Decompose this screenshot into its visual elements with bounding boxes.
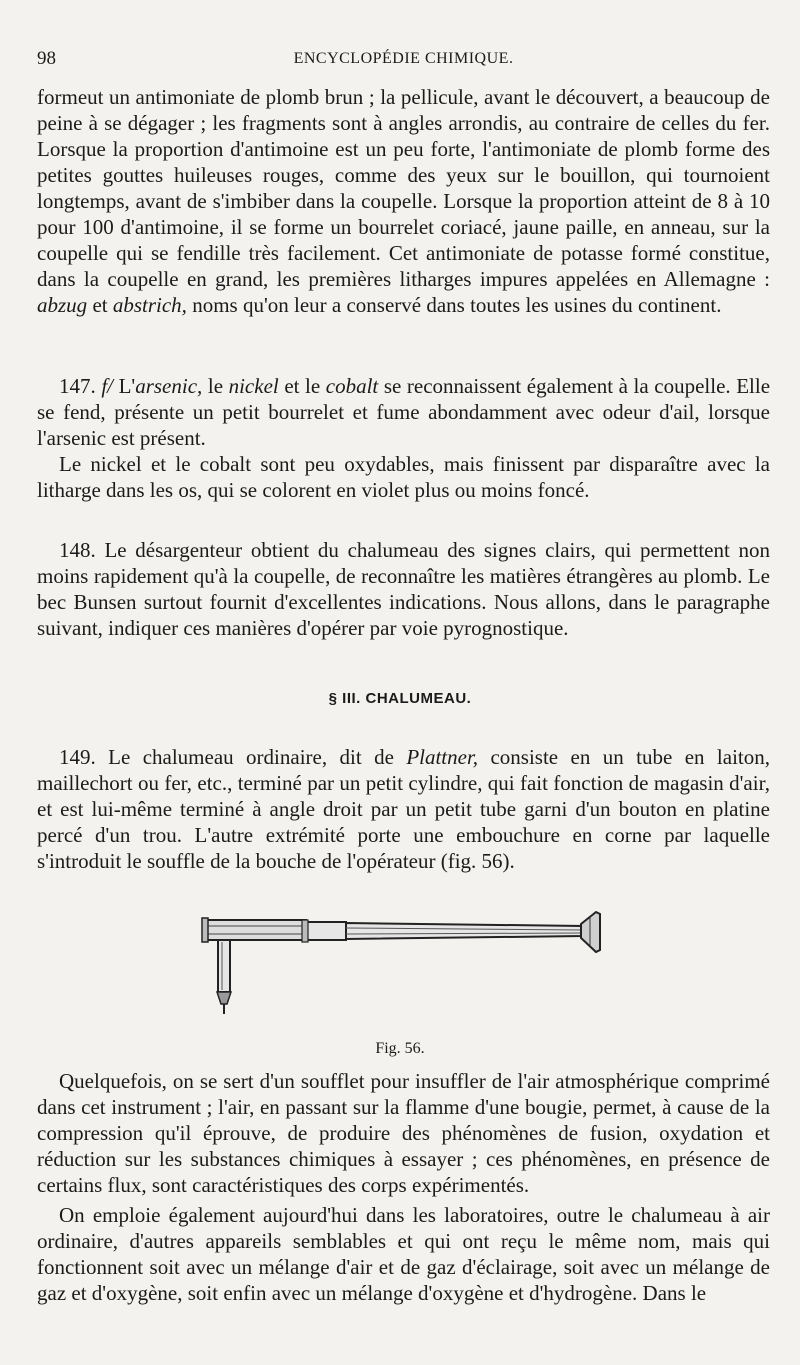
section-title: § III. CHALUMEAU. [328,690,472,707]
paragraph-laboratoires [37,1202,770,1306]
term-plattner: Plattner, [406,745,479,769]
blowpipe-illustration [198,908,608,1018]
paragraph-antimony: formeut un antimoniate de plomb brun ; la pellicule, avant le découvert, a beaucoup de peine à se dégager ; les fragments sont à angles arrondis, au contraire de celles du fer. Lorsque la proportion d'antimoine est un peu forte, l'antimoniate de plomb forme des petites gouttes huileuses rouges, comme des yeux sur le bouillon, qui tournoient longtemps, avant de s'imbiber dans la coupelle. Lorsque la proportion atteint de 8 à 10 pour 100 d'antimoine, il se forme un bourrelet coriacé, jaune paille, en anneau, sur la coupelle qui se fendille très facilement. Cet antimoniate de potasse formé constitue, dans la coupelle en grand, les premières litharges impures appelées en Allemagne : abzug et abstrich, noms qu'on leur a conservé dans toutes les usines du continent. [37,85,770,317]
paragraph-147-continued: Le nickel et le cobalt sont peu oxydables, mais finissent par disparaître avec la litharge dans les os, qui se colorent en violet plus ou moins foncé. [37,452,770,502]
term-nickel: nickel [228,374,279,398]
paragraph-147: 147. f/ L'arsenic, le nickel et le cobalt se reconnaissent également à la coupelle. Elle se fend, présente un petit bourrelet et fume abondamment avec odeur d'ail, lorsque l'arsenic est présent. Le nickel et le cobalt sont peu oxydables, mais finissent par disparaître avec la litharge dans les os, qui se colorent en violet plus ou moins foncé. [37,374,771,502]
paragraph-149: 149. Le chalumeau ordinaire, dit de Plattner, consiste en un tube en laiton, maillechort ou fer, etc., terminé par un petit cylindre, qui fait fonction de magasin d'air, et est lui-même terminé à angle droit par un petit tube garni d'un bouton en platine percé d'un trou. L'autre extrémité porte une embouchure en corne par laquelle s'introduit le souffle de la bouche de l'opérateur (fig. 56). [37,745,771,873]
running-title: ENCYCLOPÉDIE CHIMIQUE. [293,50,514,67]
paragraph-soufflet [37,1068,770,1198]
paragraph-text: On emploie également aujourd'hui dans les laboratoires, outre le chalumeau à air ordinaire, d'autres appareils semblables et qui ont reçu le même nom, mais qui fonctionnent soit avec un mélange d'air et de gaz d'éclairage, soit avec un mélange de gaz et d'oxygène, soit enfin avec un mélange d'oxygène et d'hydrogène. Dans le [37,1203,770,1305]
term-abstrich: abstrich, [112,293,187,317]
term-cobalt: cobalt [325,374,379,398]
paragraph-text: consiste en un tube en laiton, maillechort ou fer, etc., terminé par un petit cylindre, qui fait fonction de magasin d'air, et est lui-même terminé à angle droit par un petit tube garni d'un bouton en platine percé d'un trou. L'autre extrémité porte une embouchure en corne par laquelle s'introduit le souffle de la bouche de l'opérateur (fig. 56). [37,745,771,873]
paragraph-text: Quelquefois, on se sert d'un soufflet pour insuffler de l'air atmosphérique comprimé dans cet instrument ; l'air, en passant sur la flamme d'une bougie, permet, à cause de la compression qu'il éprouve, de produire des phénomènes de fusion, oxydation et réduction sur les substances chimiques à essayer ; ces phénomènes, en présence de certains flux, sont caractéristiques des corps expérimentés. [37,1069,770,1197]
paragraph-text: se reconnaissent également à la coupelle. Elle se fend, présente un petit bourrelet et fume abondamment avec odeur d'ail, lorsque l'arsenic est présent. [37,374,771,450]
page-header [37,48,770,74]
figure-caption: Fig. 56. [375,1040,425,1057]
term-arsenic: arsenic, [135,374,203,398]
paragraph-text: formeut un antimoniate de plomb brun ; la pellicule, avant le découvert, a beaucoup de peine à se dégager ; les fragments sont à angles arrondis, au contraire de celles du fer. Lorsque la proportion d'antimoine est un peu forte, l'antimoniate de plomb forme des petites gouttes huileuses rouges, comme des yeux sur le bouillon, qui tournoient longtemps, avant de s'imbiber dans la coupelle. Lorsque la proportion atteint de 8 à 10 pour 100 d'antimoine, il se forme un bourrelet coriacé, jaune paille, en anneau, sur la coupelle qui se fendille très facilement. Cet antimoniate de potasse formé constitue, dans la coupelle en grand, les premières litharges impures appelées en Allemagne : [37,85,770,291]
paragraph-148 [37,537,770,641]
paragraph-text: 148. Le désargenteur obtient du chalumeau des signes clairs, qui permettent non moins rapidement qu'à la coupelle, de reconnaître les matières étrangères au plomb. Le bec Bunsen surtout fournit d'excellentes indications. Nous allons, dans le paragraphe suivant, indiquer ces manières d'opérer par voie pyrognostique. [37,538,770,640]
term-abzug: abzug [37,293,88,317]
paragraph-label: f/ [101,374,113,398]
paragraph-number: 147. [59,374,96,398]
page-number: 98 [37,48,56,69]
blowpipe-figure [198,908,608,1018]
